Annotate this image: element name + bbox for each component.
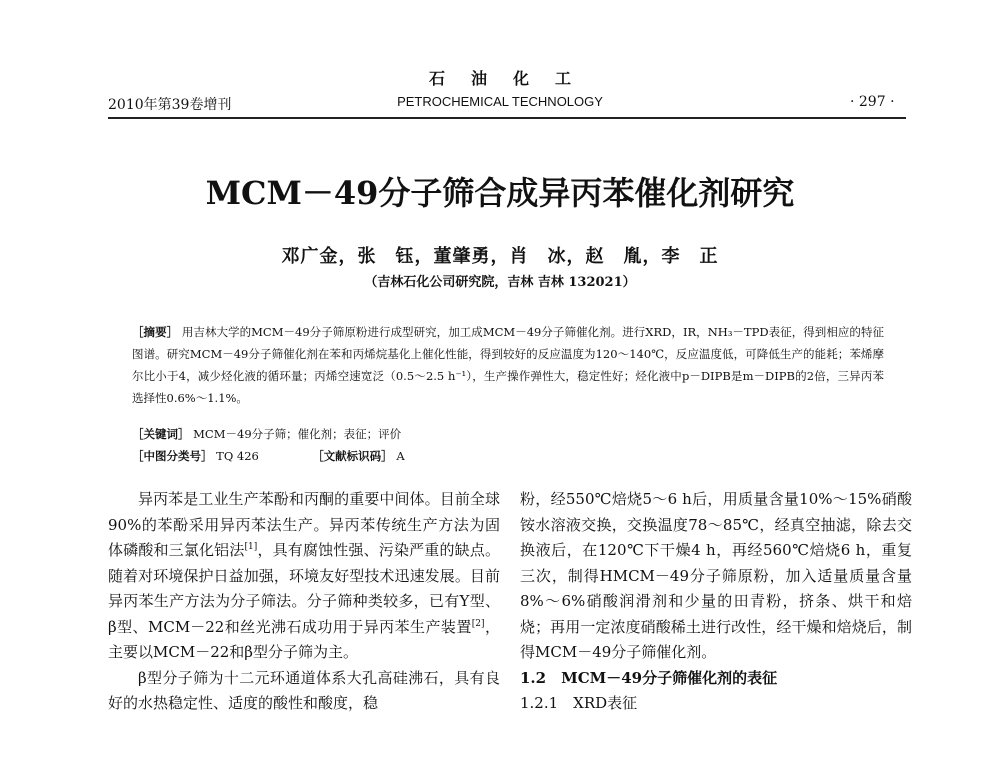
citation-1: [1] <box>244 542 258 552</box>
body-text: 异丙苯是工业生产苯酚和丙酮的重要中间体。目前全球90%的苯酚采用异丙苯法生产。异丙苯传统生产方法为固体磷酸和三氯化铝法 <box>108 490 500 559</box>
body-text: ，具有腐蚀性强、污染严重的缺点。随着对环境保护日益加强，环境友好型技术迅速发展。目前异丙苯生产方法为分子筛法。分子筛种类较多，已有Y型、β型、MCM－22和丝光沸石成功用于异丙苯生产装置 <box>108 541 500 636</box>
doc-code-value: A <box>396 449 405 463</box>
body-paragraph <box>108 487 500 666</box>
abstract-text: 用吉林大学的MCM－49分子筛原粉进行成型研究，加工成MCM－49分子筛催化剂。进行XRD，IR，NH₃－TPD表征，得到相应的特征图谱。研究MCM－49分子筛催化剂在苯和丙烯烷基化上催化性能，得到较好的反应温度为120～140℃，反应温度低，可降低生产的能耗；苯烯摩尔比小于4，减少烃化液的循环量；丙烯空速宽泛（0.5～2.5 h⁻¹），生产操作弹性大，稳定性好；烃化液中p－DIPB是m－DIPB的2倍，三异丙苯选择性0.6%～1.1%。 <box>132 325 885 405</box>
doc-code-label: ［文献标识码］ <box>312 449 393 463</box>
body-left-column <box>108 487 500 717</box>
journal-name-cn: 石油化工 <box>428 69 597 88</box>
keywords-label: ［关键词］ <box>132 427 190 441</box>
section-heading: 1.2 MCM－49分子筛催化剂的表征 <box>520 668 778 687</box>
keywords-text: MCM－49分子筛；催化剂；表征；评价 <box>193 427 402 441</box>
affiliation: （吉林石化公司研究院，吉林 吉林 132021） <box>364 275 636 290</box>
journal-name-en: PETROCHEMICAL TECHNOLOGY <box>397 94 603 109</box>
body-paragraph: 粉，经550℃焙烧5～6 h后，用质量含量10%～15%硝酸铵水溶液交换，交换温度78～85℃，经真空抽滤，除去交换液后，在120℃下干燥4 h，再经560℃焙烧6 h，重复三次，制得HMCM－49分子筛原粉，加入适量质量含量8%～6%硝酸润滑剂和少量的田青粉，挤条、烘干和焙烧；再用一定浓度硝酸稀土进行改性，经干燥和焙烧后，制得MCM－49分子筛催化剂。 <box>520 490 912 661</box>
body-right-column <box>520 487 912 717</box>
subsection-heading: 1.2.1 XRD表征 <box>520 694 638 712</box>
body-text: ，主要以MCM－22和β型分子筛为主。 <box>108 617 500 661</box>
header-rule <box>108 117 906 119</box>
article-title: MCM－49分子筛合成异丙苯催化剂研究 <box>205 174 795 212</box>
abstract-label: ［摘要］ <box>132 325 179 339</box>
clc-value: TQ 426 <box>216 449 259 463</box>
citation-2: [2] <box>471 618 485 629</box>
abstract <box>132 321 884 409</box>
classification-line <box>132 448 405 464</box>
body-paragraph: β型分子筛为十二元环通道体系大孔高硅沸石，具有良好的水热稳定性、适度的酸性和酸度，稳 <box>108 668 500 712</box>
keywords-line <box>132 426 401 442</box>
issue-info: 2010年第39卷增刊 <box>108 97 232 113</box>
clc-label: ［中图分类号］ <box>132 449 213 463</box>
author-list: 邓广金，张 钰，董肇勇，肖 冰，赵 胤，李 正 <box>281 246 719 267</box>
page-number: · 297 · <box>850 94 895 110</box>
